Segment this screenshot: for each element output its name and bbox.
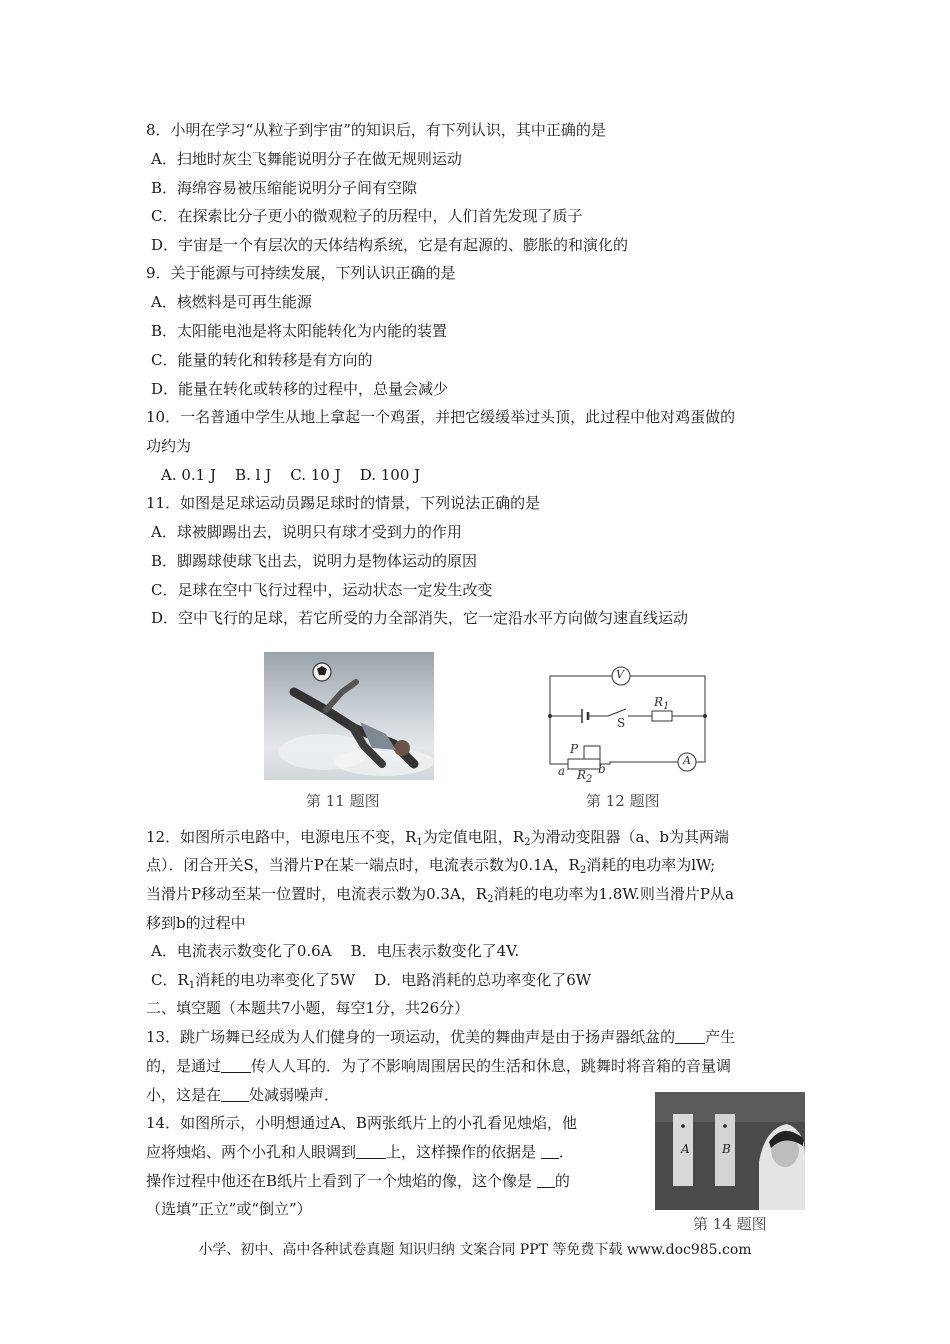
- q11-option-b: B．脚踢球使球飞出去，说明力是物体运动的原因: [151, 552, 478, 570]
- q11-option-a: A．球被脚踢出去，说明只有球才受到力的作用: [151, 523, 462, 541]
- q12-options-cd: C．$R_1$消耗的电功率变化了5W D．电路消耗的总功率变化了6W: [151, 971, 592, 991]
- q14-line2: 应将烛焰、两个小孔和人眼调到 上，这样操作的依据是 ．: [146, 1143, 574, 1161]
- q9-option-b: B．太阳能电池是将太阳能转化为内能的装置: [151, 322, 448, 340]
- card-a-label: A: [681, 1142, 690, 1156]
- q9-stem: 9．关于能源与可持续发展，下列认识正确的是: [146, 264, 456, 282]
- r2-label: $R_2$: [577, 768, 593, 785]
- q13-blank-3[interactable]: [221, 1087, 249, 1102]
- figure-12-caption: 第 12 题图: [586, 792, 660, 810]
- q12-line2: 点）．闭合开关S，当滑片P在某一端点时，电流表示数为0.1A，$R_2$消耗的电功率为lW;: [146, 856, 716, 876]
- q14-blank-2[interactable]: [541, 1144, 559, 1159]
- card-b-label: B: [722, 1142, 731, 1156]
- q14-line4: （选填”正立”或“倒立”）: [146, 1200, 312, 1218]
- r1-label: $R_1$: [654, 695, 670, 712]
- q12-line3: 当滑片P移动至某一位置时，电流表示数为0.3A，$R_2$消耗的电功率为1.8W.则当滑片P从a: [146, 885, 734, 905]
- switch-icon: [608, 709, 626, 716]
- q14-line1: 14．如图所示，小明想通过A、B两张纸片上的小孔看见烛焰，他: [146, 1114, 577, 1132]
- q14-line3: 操作过程中他还在B纸片上看到了一个烛焰的像，这个像是 的: [146, 1172, 570, 1190]
- q8-option-c: C．在探索比分子更小的微观粒子的历程中，人们首先发现了质子: [151, 207, 583, 225]
- slider-label: P: [570, 742, 579, 756]
- q13-line3: 小，这是在 处减弱噪声．: [146, 1086, 340, 1104]
- end-a-label: a: [558, 764, 566, 778]
- q10-stem-line2: 功约为: [146, 437, 192, 455]
- q14-blank-3[interactable]: [537, 1173, 555, 1188]
- figure-14-caption: 第 14 题图: [693, 1215, 767, 1233]
- resistor-r1-icon: [652, 711, 672, 721]
- switch-label: S: [617, 716, 626, 730]
- q13-blank-2[interactable]: [221, 1058, 251, 1073]
- ammeter-label: A: [683, 754, 691, 767]
- section-2-heading: 二、填空题（本题共7小题，每空1分，共26分）: [146, 999, 470, 1017]
- page-footer: 小学、初中、高中各种试卷真题 知识归纳 文案合同 PPT 等免费下载 www.doc985.com: [198, 1242, 752, 1258]
- voltmeter-label: V: [616, 668, 624, 681]
- soccer-player-illustration: [264, 652, 434, 780]
- soccer-photo: [264, 652, 434, 780]
- q11-option-c: C．足球在空中飞行过程中，运动状态一定发生改变: [151, 581, 493, 599]
- q12-line1: 12．如图所示电路中，电源电压不变，$R_1$为定值电阻，$R_2$为滑动变阻器（a、b为其两端: [146, 828, 729, 848]
- q9-option-d: D．能量在转化或转移的过程中，总量会减少: [151, 380, 449, 398]
- q14-blank-1[interactable]: [356, 1144, 386, 1159]
- q12-line4: 移到b的过程中: [146, 914, 246, 932]
- q10-stem-line1: 10．一名普通中学生从地上拿起一个鸡蛋，并把它缓缓举过头顶，此过程中他对鸡蛋做的: [146, 408, 736, 426]
- circuit-diagram: [540, 656, 720, 786]
- q9-option-c: C．能量的转化和转移是有方向的: [151, 351, 373, 369]
- q8-option-b: B．海绵容易被压缩能说明分子间有空隙: [151, 179, 418, 197]
- pinhole-photo: [655, 1092, 805, 1210]
- q9-option-a: A．核燃料是可再生能源: [151, 293, 312, 311]
- q8-option-d: D．宇宙是一个有层次的天体结构系统，它是有起源的、膨胀的和演化的: [151, 236, 629, 254]
- figure-11-caption: 第 11 题图: [306, 792, 380, 810]
- q12-options-ab: A．电流表示数变化了0.6A B．电压表示数变化了4V.: [151, 942, 520, 960]
- q11-stem: 11．如图是足球运动员踢足球时的情景，下列说法正确的是: [146, 494, 541, 512]
- q13-blank-1[interactable]: [675, 1029, 705, 1044]
- q8-option-a: A．扫地时灰尘飞舞能说明分子在做无规则运动: [151, 150, 462, 168]
- q13-line2: 的，是通过 传人人耳的．为了不影响周围居民的生活和休息，跳舞时将音箱的音量调: [146, 1057, 732, 1075]
- end-b-label: b: [598, 762, 606, 776]
- q10-options: A. 0.1 J B. l J C. 10 J D. 100 J: [161, 466, 421, 484]
- q13-line1: 13．跳广场舞已经成为人们健身的一项运动，优美的舞曲声是由于扬声器纸盆的 产生: [146, 1028, 736, 1046]
- q11-option-d: D．空中飞行的足球，若它所受的力全部消失，它一定沿水平方向做匀速直线运动: [151, 609, 689, 627]
- q8-stem: 8．小明在学习“从粒子到宇宙”的知识后，有下列认识，其中正确的是: [146, 121, 606, 139]
